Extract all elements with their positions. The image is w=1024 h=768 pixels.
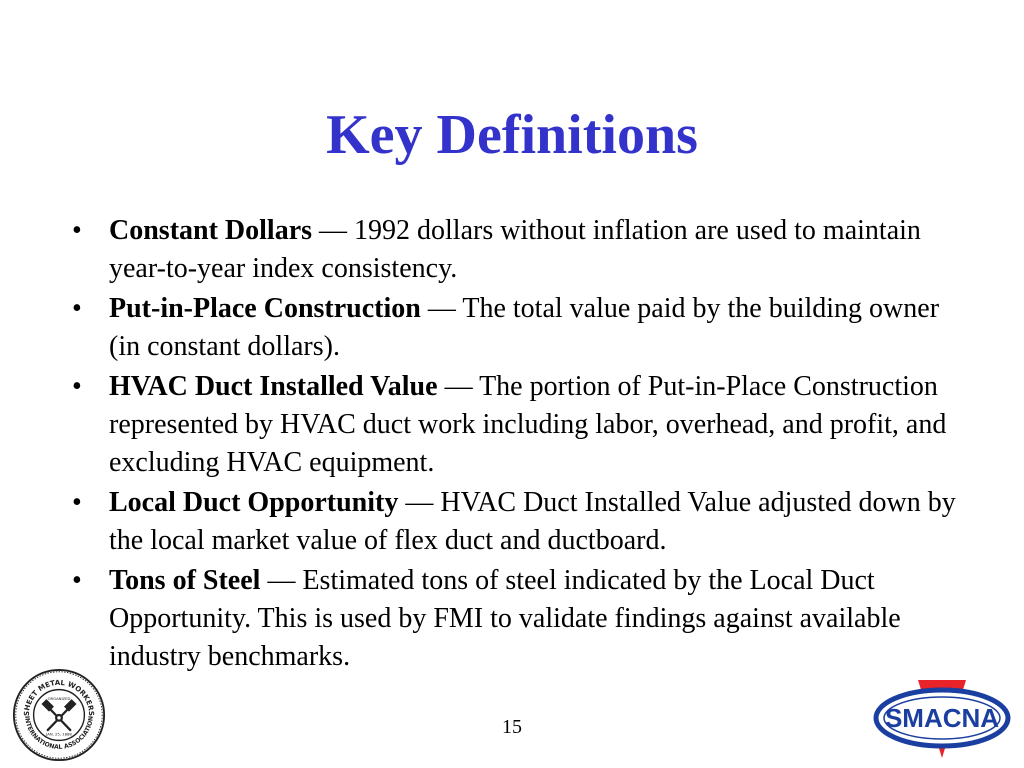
page-number: 15 (502, 716, 522, 738)
definition-text: Estimated tons of steel indicated by the Local Duct Opportunity. This is used by FMI to validate findings against available industry benchmarks. (109, 565, 901, 672)
definition-text: The total value paid by the building owner (in constant dollars). (109, 293, 940, 362)
definition-separator: — (420, 293, 463, 324)
definition-term: HVAC Duct Installed Value (109, 371, 438, 402)
definitions-list (68, 212, 968, 678)
definition-term: Put-in-Place Construction (109, 293, 421, 324)
bullet-icon: • (72, 371, 82, 402)
smacna-logo (872, 678, 1012, 760)
smacna-wordmark: SMACNA (884, 703, 1000, 733)
seal-top-text: SHEET METAL WORKERS (21, 677, 97, 717)
definition-term: Local Duct Opportunity (109, 487, 399, 518)
bullet-icon: • (72, 565, 82, 596)
definition-term: Constant Dollars (109, 215, 313, 246)
seal-date-text: JAN. 25, 1888 (46, 732, 72, 737)
seal-bottom-text: INTERNATIONAL ASSOCIATION (23, 715, 95, 751)
seal-center-text: ORGANIZED (47, 696, 71, 701)
definition-text: HVAC Duct Installed Value adjusted down by the local market value of flex duct and ductboard. (109, 487, 956, 556)
list-item (68, 290, 968, 366)
definition-text: 1992 dollars without inflation are used to maintain year-to-year index consistency. (109, 215, 921, 284)
slide-title: Key Definitions (326, 104, 698, 166)
definition-separator: — (437, 371, 480, 402)
list-item (68, 484, 968, 560)
definition-separator: — (398, 487, 441, 518)
definition-term: Tons of Steel (109, 565, 261, 596)
bullet-icon: • (72, 487, 82, 518)
definition-text: The portion of Put-in-Place Construction represented by HVAC duct work including labor, overhead, and profit, and excluding HVAC equipment. (109, 371, 947, 478)
list-item (68, 212, 968, 288)
list-item (68, 368, 968, 482)
definition-separator: — (260, 565, 303, 596)
bullet-icon: • (72, 293, 82, 324)
union-seal-logo (12, 668, 106, 762)
definition-separator: — (312, 215, 355, 246)
list-item (68, 562, 968, 676)
bullet-icon: • (72, 215, 82, 246)
